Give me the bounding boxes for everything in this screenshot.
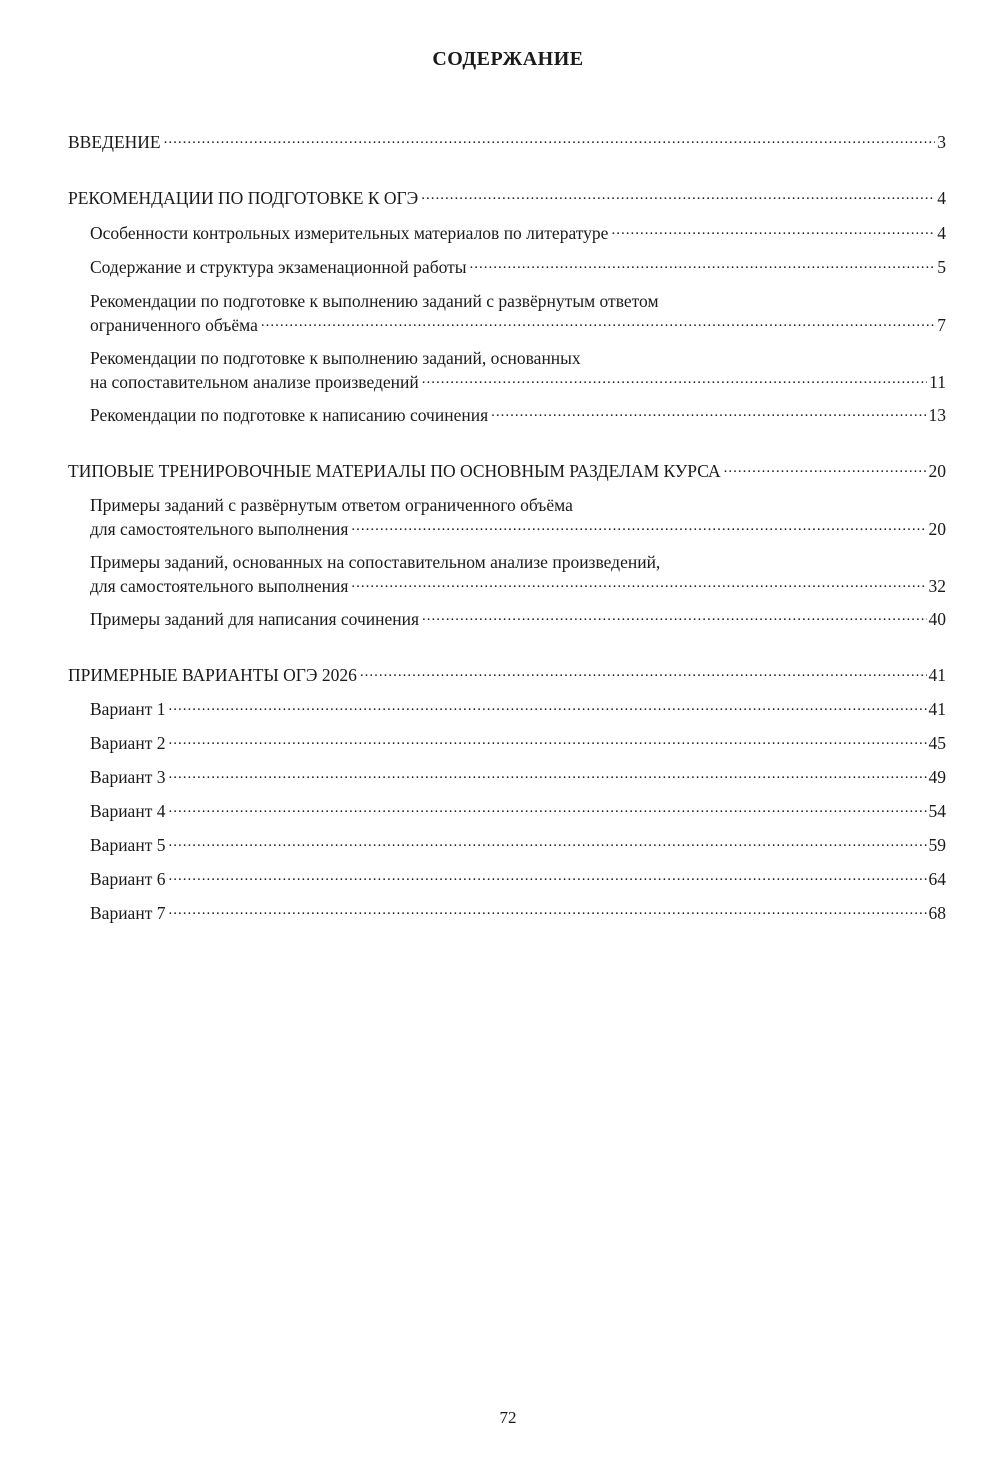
toc-entry-page: 5 [937, 257, 946, 277]
dot-leader [168, 732, 926, 750]
toc-subentry-variant[interactable] [90, 833, 946, 857]
toc-entry-page: 3 [937, 132, 946, 152]
toc-entry-text: ограниченного объёма [90, 315, 258, 335]
toc-subentry[interactable] [90, 607, 946, 631]
dot-leader [168, 834, 926, 852]
toc-subentry-variant[interactable] [90, 799, 946, 823]
dot-leader [164, 131, 936, 149]
toc-entry-page: 7 [937, 315, 946, 335]
page-number: 72 [499, 1408, 517, 1427]
toc-entry-text: Примеры заданий для написания сочинения [90, 609, 420, 629]
dot-leader [491, 404, 926, 422]
dot-leader [470, 256, 936, 274]
dot-leader [168, 902, 926, 920]
toc-entry-introduction[interactable] [68, 130, 946, 154]
toc-entry-text: ТИПОВЫЕ ТРЕНИРОВОЧНЫЕ МАТЕРИАЛЫ ПО ОСНОВНЫМ РАЗДЕЛАМ КУРСА [68, 461, 721, 481]
dot-leader [422, 371, 927, 389]
toc-entry-page: 11 [929, 372, 946, 392]
toc-entry-page: 54 [928, 801, 946, 821]
toc-entry-page: 41 [928, 699, 946, 719]
toc-entry-text: РЕКОМЕНДАЦИИ ПО ПОДГОТОВКЕ К ОГЭ [68, 188, 419, 208]
dot-leader [724, 460, 927, 478]
toc-entry-recommendations[interactable] [68, 186, 946, 210]
dot-leader [351, 575, 926, 593]
toc-entry-page: 13 [928, 405, 946, 425]
toc-entry-text: для самостоятельного выполнения [90, 519, 349, 539]
toc-subentry[interactable] [90, 221, 946, 245]
dot-leader [168, 868, 926, 886]
toc-entry-text: Вариант 2 [90, 733, 166, 753]
toc-subentry-variant[interactable] [90, 731, 946, 755]
toc-entry-text-line1: Рекомендации по подготовке к выполнению заданий с развёрнутым ответом [90, 291, 659, 311]
toc-entry-page: 41 [928, 665, 946, 685]
toc-entry-text: Рекомендации по подготовке к написанию сочинения [90, 405, 489, 425]
dot-leader [422, 608, 926, 626]
toc-subentry[interactable] [90, 346, 946, 394]
toc-entry-page: 59 [928, 835, 946, 855]
toc-entry-page: 4 [937, 188, 946, 208]
toc-subentry[interactable] [90, 255, 946, 279]
toc-entry-page: 64 [928, 869, 946, 889]
dot-leader [360, 664, 927, 682]
dot-leader [168, 800, 926, 818]
toc-entry-text: ВВЕДЕНИЕ [68, 132, 161, 152]
dot-leader [261, 314, 935, 332]
toc-entry-text: для самостоятельного выполнения [90, 576, 349, 596]
toc-subentry[interactable] [90, 550, 946, 598]
toc-entry-text: Вариант 3 [90, 767, 166, 787]
toc-subentry[interactable] [90, 403, 946, 427]
toc-entry-training-materials[interactable] [68, 459, 946, 483]
toc-entry-page: 68 [928, 903, 946, 923]
dot-leader [168, 766, 926, 784]
toc-subentry[interactable] [90, 289, 946, 337]
toc-entry-text: Вариант 1 [90, 699, 166, 719]
toc-subentry-variant[interactable] [90, 697, 946, 721]
toc-entry-text: на сопоставительном анализе произведений [90, 372, 419, 392]
toc-entry-sample-variants[interactable] [68, 663, 946, 687]
toc-subentry-variant[interactable] [90, 867, 946, 891]
toc-subentry-variant[interactable] [90, 901, 946, 925]
toc-entry-text: Вариант 6 [90, 869, 166, 889]
toc-entry-text: ПРИМЕРНЫЕ ВАРИАНТЫ ОГЭ 2026 [68, 665, 357, 685]
toc-entry-page: 20 [928, 461, 946, 481]
toc-entry-text-line1: Рекомендации по подготовке к выполнению заданий, основанных [90, 348, 581, 368]
page-title: СОДЕРЖАНИЕ [432, 48, 584, 70]
toc-entry-text: Вариант 4 [90, 801, 166, 821]
toc-entry-page: 40 [928, 609, 946, 629]
dot-leader [421, 187, 935, 205]
toc-entry-page: 32 [928, 576, 946, 596]
toc-entry-text: Содержание и структура экзаменационной работы [90, 257, 467, 277]
toc-entry-text-line1: Примеры заданий, основанных на сопоставительном анализе произведений, [90, 552, 661, 572]
toc-entry-text: Вариант 5 [90, 835, 166, 855]
toc-entry-page: 49 [928, 767, 946, 787]
toc-subentry-variant[interactable] [90, 765, 946, 789]
toc-subentry[interactable] [90, 493, 946, 541]
dot-leader [351, 518, 926, 536]
toc-entry-text-line1: Примеры заданий с развёрнутым ответом ограниченного объёма [90, 495, 573, 515]
dot-leader [611, 222, 935, 240]
toc-entry-page: 20 [928, 519, 946, 539]
toc-entry-text: Особенности контрольных измерительных материалов по литературе [90, 223, 609, 243]
toc-entry-text: Вариант 7 [90, 903, 166, 923]
dot-leader [168, 698, 926, 716]
toc-entry-page: 45 [928, 733, 946, 753]
toc-entry-page: 4 [937, 223, 946, 243]
